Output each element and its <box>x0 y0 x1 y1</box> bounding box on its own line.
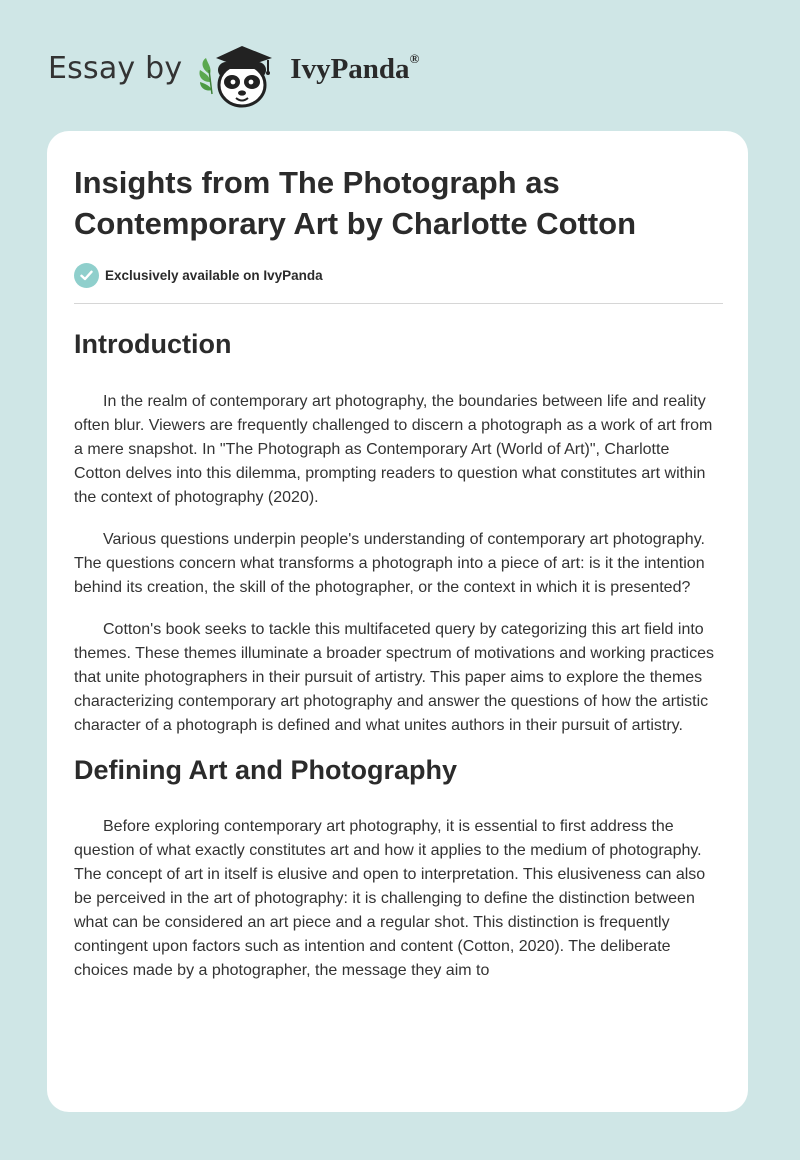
section-heading-defining-art: Defining Art and Photography <box>74 755 457 785</box>
exclusive-badge <box>74 263 323 288</box>
essay-by-text: Essay by <box>48 50 183 86</box>
article-body <box>74 325 720 983</box>
panda-graduate-icon[interactable] <box>194 30 284 110</box>
leaf-icon <box>200 58 213 94</box>
page-title: Insights from The Photograph as Contemporary Art by Charlotte Cotton <box>74 165 637 241</box>
paragraph: Before exploring contemporary art photography, it is essential to first address the question of what exactly constitutes art and how it applies to the medium of photography. The concept of art in itself is elusive and open to interpretation. This elusiveness can also be perceived in the art of photography: it is challenging to define the distinction between what can be considered an art piece and a regular shot. This distinction is frequently contingent upon factors such as intention and content (Cotton, 2020). The deliberate choices made by a photographer, the message they aim to <box>74 818 706 979</box>
paragraph: Cotton's book seeks to tackle this multifaceted query by categorizing this art field into themes. These themes illuminate a broader spectrum of motivations and working practices that unite photographers in their pursuit of artistry. This paper aims to explore the themes characterizing contemporary art photography and answer the questions of how the artistic character of a photograph is defined and what unites authors in their pursuit of artistry. <box>74 621 715 734</box>
check-icon <box>74 263 99 288</box>
exclusive-label: Exclusively available on IvyPanda <box>105 268 323 283</box>
site-header <box>48 30 419 110</box>
registered-mark: ® <box>409 50 420 66</box>
section-heading-introduction: Introduction <box>74 329 232 359</box>
article-card <box>47 131 748 1112</box>
paragraph: Various questions underpin people's understanding of contemporary art photography. The questions concern what transforms a photograph into a piece of art: is it the intention behind its creation, the skill of the photographer, or the context in which it is presented? <box>74 531 705 596</box>
divider <box>74 303 723 304</box>
paragraph: In the realm of contemporary art photography, the boundaries between life and reality often blur. Viewers are frequently challenged to discern a photograph as a work of art from a mere snapshot. In "The Photograph as Contemporary Art (World of Art)", Charlotte Cotton delves into this dilemma, prompting readers to question what constitutes art within the context of photography (2020). <box>74 393 713 506</box>
brand-name[interactable]: IvyPanda® <box>290 50 420 85</box>
